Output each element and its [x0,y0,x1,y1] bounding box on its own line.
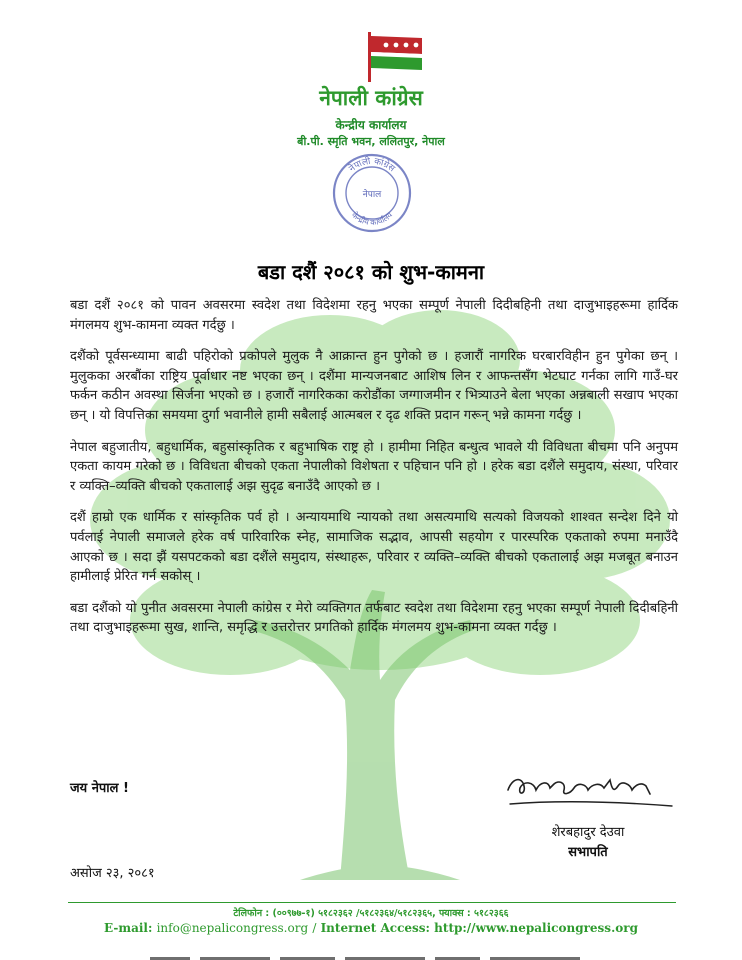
party-seal-stamp [331,152,413,234]
footer-separator: / [312,921,317,935]
paragraph: बडा दशैंको यो पुनीत अवसरमा नेपाली कांग्रेस र मेरो व्यक्तिगत तर्फबाट स्वदेश तथा विदेशमा रहनु भएका सम्पूर्ण नेपाली दिदीबहिनी तथा दाजुभाइहरूमा सुख, शान्ति, समृद्धि र उत्तरोत्तर प्रगतिको हार्दिक मंगलमय शुभ-कामना व्यक्त गर्दछु । [70,600,678,636]
email-link[interactable]: info@nepalicongress.org [156,921,309,935]
seal-center-text: नेपाल [362,190,382,200]
letter-body [70,296,678,650]
seal-top-text: नेपाली कांग्रेस [347,156,397,175]
svg-text:केन्द्रीय कार्यालय [350,210,395,228]
office-name: केन्द्रीय कार्यालय [335,118,407,132]
footer-divider [68,902,676,903]
website-link[interactable]: http://www.nepalicongress.org [434,921,638,935]
signer-name: शेरबहादुर देउवा [551,825,625,840]
flag-with-stars-icon [364,30,428,82]
paragraph: दशैं हाम्रो एक धार्मिक र सांस्कृतिक पर्व हो । अन्यायमाथि न्यायको तथा असत्यमाथि सत्यको विजयको शाश्वत सन्देश दिने यो पर्वलाई नेपाली समाजले हरेक वर्ष पारिवारिक स्नेह, सामाजिक सद्भाव, आपसी सहयोग र पारस्परिक एकताको रुपमा मनाउँदै आएको छ । सदा झैं यसपटकको बडा दशैंले समुदाय, संस्थाहरू, परिवार र व्यक्ति–व्यक्ति बीचको एकतालाई अझ मजबूत बनाउन हामीलाई प्रेरित गर्न सकोस् । [70,510,678,585]
seal-bottom-text: केन्द्रीय कार्यालय [349,210,395,228]
footer-cutoff-text [140,950,600,960]
web-label: Internet Access: [320,921,430,935]
letter-date: असोज २३, २०८१ [70,866,155,881]
closing-salutation: जय नेपाल ! [70,781,129,796]
email-label: E-mail: [104,921,153,935]
footer-phone: टेलिफोन : (००९७७-१) ५१८२३६२ /५१८२३६४/५१८२३६५, फ्याक्स : ५१८२३६६ [233,908,509,919]
office-address: बी.पी. स्मृति भवन, ललितपुर, नेपाल [297,135,445,148]
paragraph: दशैंको पूर्वसन्ध्यामा बाढी पहिरोको प्रकोपले मुलुक नै आक्रान्त हुन पुगेको छ । हजारौं नागरिक घरबारविहीन हुन पुगेका छन् । मुलुकका अरबौंका राष्ट्रिय पूर्वाधार नष्ट भएका छन् । दशैंमा मान्यजनबाट आशिष लिन र आफन्तसँग भेटघाट गर्नका लागि गाउँ-घर फर्कन कठीन अवस्था सिर्जना भएको छ । हजारौं नागरिकका करोडौंका जग्गाजमीन र भित्र्याउने बेला भएका अन्नबाली सखाप भएका छन् । यो विपत्तिका समयमा दुर्गा भवानीले हामी सबैलाई आत्मबल र दृढ शक्ति प्रदान गरून् भन्ने कामना गर्दछु । [70,349,678,423]
paragraph: बडा दशैं २०८१ को पावन अवसरमा स्वदेश तथा विदेशमा रहनु भएका सम्पूर्ण नेपाली दिदीबहिनी तथा दाजुभाइहरूमा हार्दिक मंगलमय शुभ-कामना व्यक्त गर्दछु । [70,298,678,333]
signer-title: सभापति [568,845,608,860]
svg-text:नेपाली कांग्रेस [346,155,397,175]
footer-contact [0,921,742,935]
letter-title: बडा दशैं २०८१ को शुभ-कामना [257,260,485,284]
party-name: नेपाली कांग्रेस [319,86,423,110]
handwritten-signature [500,760,680,820]
paragraph: नेपाल बहुजातीय, बहुधार्मिक, बहुसांस्कृतिक र बहुभाषिक राष्ट्र हो । हामीमा निहित बन्धुत्व भावले यी विविधता बीचमा पनि अनुपम एकता कायम गरेको छ । विविधता बीचको एकता नेपालीको विशेषता र पहिचान पनि हो । हरेक बडा दशैंले समुदाय, संस्था, परिवार र व्यक्ति–व्यक्ति बीचको एकतालाई अझ सुदृढ बनाउँदै आएको छ । [70,439,678,494]
